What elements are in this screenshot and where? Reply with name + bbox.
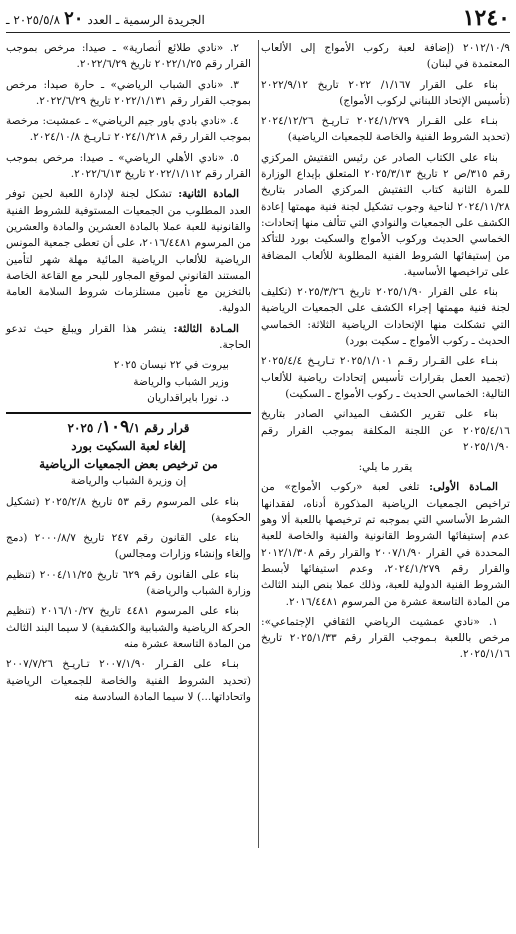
minister-line: إن وزيرة الشباب والرياضة — [70, 475, 187, 488]
decision-prefix: قرار رقم — [144, 421, 190, 436]
paragraph: بناء على الكتاب الصادر عن رئيس التفتيش المركزي رقم ٣١٥/ص ٢ تاريخ ٢٠٢٥/٣/١٣ المتعلق بإيداع الوزارة للمرة الثانية كتاب التفتيش المركزي الصادر بتاريخ ٢٠٢٤/١١/٢٨ لناحية وجوب تشكيل لجنة فنية مهمتها إعادة الكشف على الجمعيات والنوادي التي تتألف منها إتحادات: الخماسي الحديث وركوب الأمواج والسكيت بورد للتأكد من إستيفائها الشروط الفنية المطلوبة للألعاب المضافة على تراخيصها الأساسية. — [261, 151, 510, 278]
decides-heading: يقرر ما يلي: — [358, 461, 413, 474]
list-item: ٥. «نادي الأهلي الرياضي» ـ صيدا: مرخص بموجب القرار رقم ٢٠٢٢/١/١١٢ تاريخ ٢٠٢٢/٦/١٣. — [6, 151, 251, 181]
column-divider — [258, 40, 259, 848]
issue-date: ٢٠٢٥/٥/٨ ـ — [6, 13, 61, 27]
signature-title: وزير الشباب والرياضة — [133, 375, 229, 388]
paragraph: ٢٠١٢/١٠/٩ (إضافة لعبة ركوب الأمواج إلى الألعاب المعتمدة في لبنان) — [261, 42, 510, 71]
left-column — [6, 40, 251, 709]
decision-number-line — [6, 418, 251, 437]
decision-year: /١/ ٢٠٢٥ — [67, 421, 141, 436]
decision-heading — [6, 412, 251, 473]
decision-title: إلغاء لعبة السكيت بورد — [71, 439, 186, 454]
article-3 — [6, 321, 251, 354]
signature-place-date: بيروت في ٢٢ نيسان ٢٠٢٥ — [113, 359, 229, 372]
article-text: ينشر هذا القرار ويبلغ حيث تدعو الحاجة. — [6, 322, 251, 352]
article-text: تلغى لعبة «ركوب الأمواج» من تراخيص الجمعيات الرياضية المذكورة أدناه، لفقدانها الشرط الأساسي التي بموجبه تم ترخيصها باللعبة ألا وهو عدم إستيفائها الشروط القانونية والفنية والخاصة للعبة المحددة في القرار ٢٠٠٧/١/٩٠ والقرار رقم ٢٠١٢/١/٣٠٨ والقرار رقم ٢٠٢٤/١/٢٧٩، وعدم استيفائها لأبسط الشروط الفنية الدولية للعبة، وذلك عملا بنص البند الثالث من المادة التاسعة عشرة من المرسوم ٢٠١٦/٤٤٨١. — [261, 481, 511, 608]
paragraph: بناء على القانون رقم ٦٢٩ تاريخ ٢٠٠٤/١١/٢٥ (تنظيم وزارة الشباب والرياضة) — [6, 568, 251, 598]
list-item: ٣. «نادي الشباب الرياضي» ـ حارة صيدا: مرخص بموجب القرار رقم ٢٠٢٢/١/١٣١ تاريخ ٢٠٢٢/٦/٢٩. — [6, 78, 251, 107]
decision-number: ١٠٩ — [101, 417, 130, 438]
paragraph: بناء على المرسوم ٤٤٨١ تاريخ ٢٠١٦/١٠/٢٧ (تنظيم الحركة الرياضية والشبابية والكشفية) لا سيما البند الثالث من المادة التاسعة عشرة منه — [6, 605, 251, 650]
signature-name: د. نورا بايراقداريان — [147, 391, 229, 404]
decision-subtitle: من ترخيص بعض الجمعيات الرياضية — [39, 457, 218, 472]
paragraph: بناء على القرار ١/١٦٧/ ٢٠٢٢ تاريخ ٢٠٢٢/٩/١٢ (تأسيس الإتحاد اللبناني لركوب الأمواج) — [261, 78, 510, 107]
list-item: ٢. «نادي طلائع أنصارية» ـ صيدا: مرخص بموجب القرار رقم ٢٠٢٢/١/٢٥ تاريخ ٢٠٢٢/٦/٢٩. — [6, 42, 251, 71]
paragraph: بناء على القانون رقم ٢٤٧ تاريخ ٢٠٠٠/٨/٧ (دمج وإلغاء وإنشاء وزارات ومجالس) — [6, 532, 251, 561]
paragraph: بنـاء على القـرار ٢٠٠٧/١/٩٠ تـاريـخ ٢٠٠٧/٧/٢٦ (تحديد الشروط الفنية والخاصة للجمعيات الرياضية واتحاداتها...) لا سيما المادة السادسة منه — [6, 658, 251, 703]
paragraph: بناء على المرسوم رقم ٥٣ تاريخ ٢٠٢٥/٢/٨ (تشكيل الحكومة) — [6, 495, 251, 524]
article-1 — [261, 479, 510, 609]
journal-title: الجريدة الرسمية ـ العدد — [87, 13, 205, 27]
article-label: المـادة الثالثة: — [173, 322, 239, 335]
article-label: المـادة الأولى: — [429, 481, 498, 494]
right-column — [261, 40, 510, 667]
paragraph: بنـاء على القـرار رقـم ٢٠٢٥/١/١٠١ تـاريـخ ٢٠٢٥/٤/٤ (تجميد العمل بقرارات تأسيس إتحادات رياضية للألعاب التالية: الخماسي الحديث ـ ركوب الأمواج ـ السكيت) — [261, 355, 510, 400]
article-label: المادة الثانية: — [178, 188, 240, 201]
paragraph: بنـاء على القـرار ٢٠٢٤/١/٢٧٩ تـاريـخ ٢٠٢٤/١٢/٢٦ (تحديد الشروط الفنية والخاصة للجمعيات الرياضية) — [261, 115, 510, 144]
article-text: تشكل لجنة لإدارة اللعبة لحين توفر العدد المطلوب من الجمعيات المستوفية للشروط الفنية والقانونية للعبة عملا بالمادة العشرين والمادة والعشرين من المرسوم ٢٠١٦/٤٤٨١، على أن تعطى جمعية المونس الرياضية للألعاب الرياضية المائية مهلة شهر لتأمين المستند القانوني لموقع المجاور للبحر مع القاعة الخاصة بالتخزين مع تأمين مستلزمات شروط السلامة العامة الدولية. — [6, 188, 251, 315]
paragraph: بناء على القرار ٢٠٢٥/١/٩٠ تاريخ ٢٠٢٥/٣/٢٦ (تكليف لجنة فنية مهمتها إجراء الكشف على الجمعيات الرياضية التي تشكلت منها الإتحادات الرياضية الثلاثة: الخماسي الحديث ـ ركوب الأمواج ـ سكيت بورد) — [261, 286, 510, 348]
paragraph: بناء على تقرير الكشف الميداني الصادر بتاريخ ٢٠٢٥/٤/١٦ عن اللجنة المكلفة بموجب القرار رقم ٢٠٢٥/١/٩٠ — [261, 408, 510, 453]
list-item: ٤. «نادي بادي باور جيم الرياضي» ـ عمشيت: مرخصة بموجب القرار رقم ٢٠٢٤/١/٢١٨ تـاريـخ ٢٠٢٤/١٠/٨. — [6, 115, 251, 144]
journal-header — [6, 8, 205, 32]
article-2 — [6, 186, 251, 316]
page-number: ١٢٤٠ — [462, 5, 510, 31]
issue-number: ٢٠ — [64, 8, 84, 29]
page-header — [6, 2, 510, 33]
list-item: ١. «نادي عمشيت الرياضي الثقافي الإجتماعي»: مرخص باللعبة بـموجب القرار رقم ٢٠٢٥/١/٣٣ تاريخ ٢٠٢٥/١/١٦. — [261, 615, 510, 661]
